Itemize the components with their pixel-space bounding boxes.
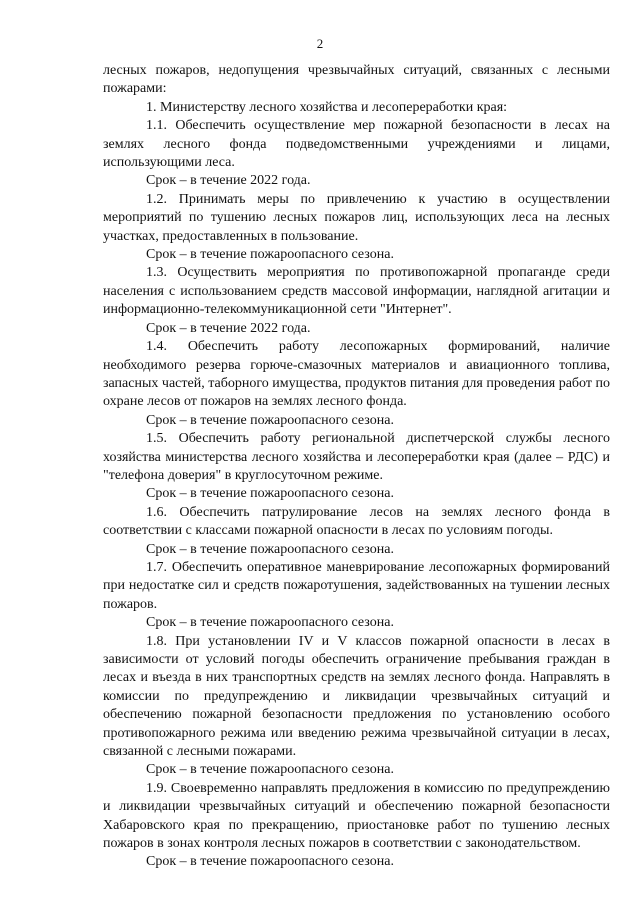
document-paragraph: 1.2. Принимать меры по привлечению к участию в осуществлении мероприятий по тушению лесных пожаров лиц, использующих леса на лесных участках, предоставленных в пользование.	[103, 191, 610, 244]
document-paragraph: 1.4. Обеспечить работу лесопожарных формирований, наличие необходимого резерва горюче-смазочных материалов и авиационного топлива, запасных частей, таборного имущества, продуктов питания для проведения работ по охране лесов от пожаров на землях лесного фонда.	[103, 339, 610, 410]
document-paragraph: 1.7. Обеспечить оперативное маневрирование лесопожарных формирований при недостатке сил и средств пожаротушения, задействованных на тушении лесных пожаров.	[103, 559, 610, 612]
document-paragraph: 1.5. Обеспечить работу региональной диспетчерской службы лесного хозяйства министерства лесного хозяйства и лесопереработки края (далее – РДС) и "телефона доверия" в круглосуточном режиме.	[103, 431, 610, 483]
deadline-line: Срок – в течение 2022 года.	[146, 320, 311, 336]
document-paragraph: 1.1. Обеспечить осуществление мер пожарной безопасности в лесах на землях лесного фонда подведомственными учреждениями и лицами, использующими леса.	[103, 118, 610, 171]
document-paragraph: 1. Министерству лесного хозяйства и лесопереработки края:	[146, 99, 508, 115]
deadline-line: Срок – в течение пожароопасного сезона.	[146, 486, 394, 502]
document-paragraph: 1.8. При установлении IV и V классов пожарной опасности в лесах в зависимости от условий погоды обеспечить ограничение пребывания граждан в лесах и въезда в них транспортных средств на землях лесного фонда. Направлять в комиссии по предупреждению и ликвидации чрезвычайных ситуаций и обеспечению пожарной безопасности предложения по установлению особого противопожарного режима или введению режима чрезвычайной ситуации в лесах, связанной с лесными пожарами.	[103, 633, 610, 760]
page-number: 2	[316, 36, 324, 51]
document-paragraph: 1.3. Осуществить мероприятия по противопожарной пропаганде среди населения с использованием средств массовой информации, наглядной агитации и информационно-телекоммуникационной сети "Интернет".	[103, 265, 610, 318]
document-paragraph: 1.9. Своевременно направлять предложения в комиссию по предупреждению и ликвидации чрезвычайных ситуаций и обеспечению пожарной безопасности Хабаровского края по прекращению, приостановке работ по тушению лесных пожаров в зонах контроля лесных пожаров в соответствии с законодательством.	[103, 780, 610, 852]
deadline-line: Срок – в течение пожароопасного сезона.	[146, 615, 394, 631]
document-paragraph: 1.6. Обеспечить патрулирование лесов на землях лесного фонда в соответствии с классами пожарной опасности в лесах по условиям погоды.	[103, 504, 610, 539]
deadline-line: Срок – в течение пожароопасного сезона.	[146, 412, 394, 428]
document-paragraph: лесных пожаров, недопущения чрезвычайных ситуаций, связанных с лесными пожарами:	[103, 63, 610, 97]
deadline-line: Срок – в течение пожароопасного сезона.	[146, 762, 394, 778]
document-body	[103, 62, 610, 872]
deadline-line: Срок – в течение пожароопасного сезона.	[146, 854, 394, 870]
deadline-line: Срок – в течение пожароопасного сезона.	[146, 541, 394, 557]
deadline-line: Срок – в течение пожароопасного сезона.	[146, 247, 394, 263]
deadline-line: Срок – в течение 2022 года.	[146, 173, 311, 189]
